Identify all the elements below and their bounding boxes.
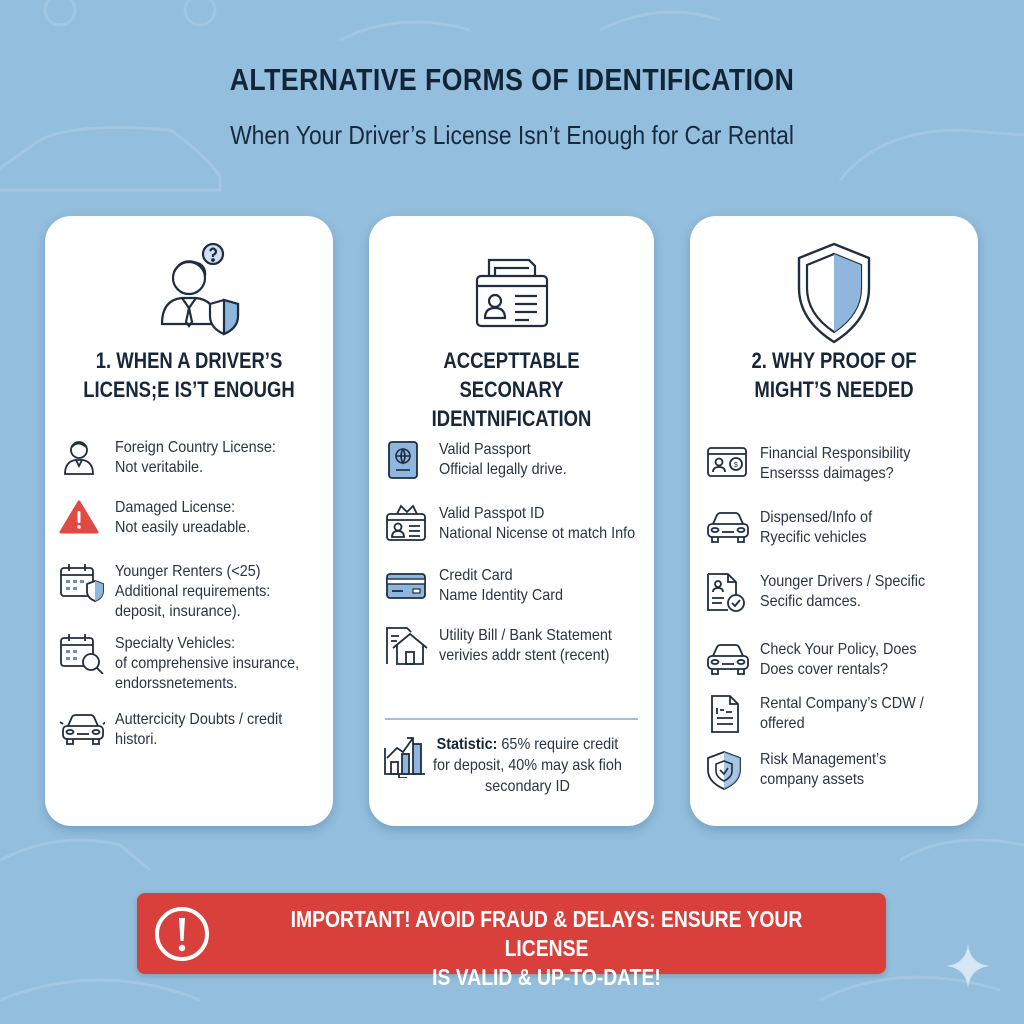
car-icon	[704, 508, 750, 548]
exclamation-circle-icon	[153, 905, 211, 963]
id-card-folder-icon	[457, 238, 567, 348]
card-title: ACCEPTTABLE SECONARY IDENTNIFICATION	[431, 348, 592, 431]
shield-icon	[779, 238, 889, 348]
list-item-authenticity-doubts: Auttercicity Doubts / credit histori.	[59, 710, 325, 750]
page-title: ALTERNATIVE FORMS OF IDENTIFICATION	[229, 62, 795, 97]
alert-message: IMPORTANT! AVOID FRAUD & DELAYS: ENSURE YOUR LICENSE IS VALID & UP-TO-DATE!	[290, 906, 803, 990]
divider	[385, 718, 638, 720]
passport-icon	[383, 440, 429, 480]
card-when-license-not-enough	[45, 216, 333, 826]
statistic-callout: Statistic: 65% require credit for deposit, 40% may ask fioh secondary ID	[381, 734, 644, 797]
list-item-dispensed-info: Dispensed/Info of Ryecific vehicles	[704, 508, 970, 548]
list-item-valid-passport-id: Valid Passpot ID National Nicense ot match Info	[383, 504, 646, 544]
page-subtitle: When Your Driver’s License Isn’t Enough for Car Rental	[230, 120, 794, 150]
calendar-search-icon	[59, 634, 105, 674]
credit-card-icon	[383, 566, 429, 606]
list-item-check-policy: Check Your Policy, Does Does cover rentals?	[704, 640, 970, 680]
bar-chart-trend-icon	[381, 734, 427, 778]
card-title: 2. WHY PROOF OF MIGHT’S NEEDED	[751, 348, 917, 402]
badge-id-icon	[383, 504, 429, 544]
list-item-financial-responsibility: $ Financial Responsibility Ensersss daimages?	[704, 444, 970, 484]
list-item-credit-card: Credit Card Name Identity Card	[383, 566, 646, 606]
svg-text:$: $	[734, 462, 738, 469]
sparkle-icon	[944, 942, 992, 990]
important-alert-banner	[137, 893, 886, 990]
card-title: 1. WHEN A DRIVER’S LICENS;E IS’T ENOUGH	[83, 348, 295, 402]
car-icon	[59, 710, 105, 750]
id-money-card-icon	[704, 444, 750, 484]
car-icon	[704, 640, 750, 680]
person-question-shield-icon	[134, 238, 244, 348]
document-check-icon	[704, 572, 750, 612]
list-item-younger-drivers: Younger Drivers / Specific Secific damces.	[704, 572, 970, 612]
list-item-specialty-vehicles: Specialty Vehicles: of comprehensive insurance, endorssnetements.	[59, 634, 325, 694]
list-item-younger-renters: Younger Renters (<25) Additional requirements: deposit, insurance).	[59, 562, 325, 622]
warning-icon	[59, 498, 105, 538]
document-icon	[704, 694, 750, 734]
list-item-utility-bill: Utility Bill / Bank Statement verivies addr stent (recent)	[383, 626, 646, 666]
house-document-icon	[383, 626, 429, 666]
list-item-risk-management: Risk Management’s company assets	[704, 750, 970, 790]
list-item-damaged-license: Damaged License: Not easily ureadable.	[59, 498, 325, 538]
list-item-rental-company-cdw: Rental Company’s CDW / offered	[704, 694, 970, 734]
person-icon	[59, 438, 105, 478]
calendar-shield-icon	[59, 562, 105, 602]
list-item-foreign-license: Foreign Country License: Not veritabile.	[59, 438, 325, 478]
card-why-proof-needed	[690, 216, 978, 826]
list-item-valid-passport: Valid Passport Official legally drive.	[383, 440, 646, 480]
shield-check-icon	[704, 750, 750, 790]
card-acceptable-secondary-id	[369, 216, 654, 826]
